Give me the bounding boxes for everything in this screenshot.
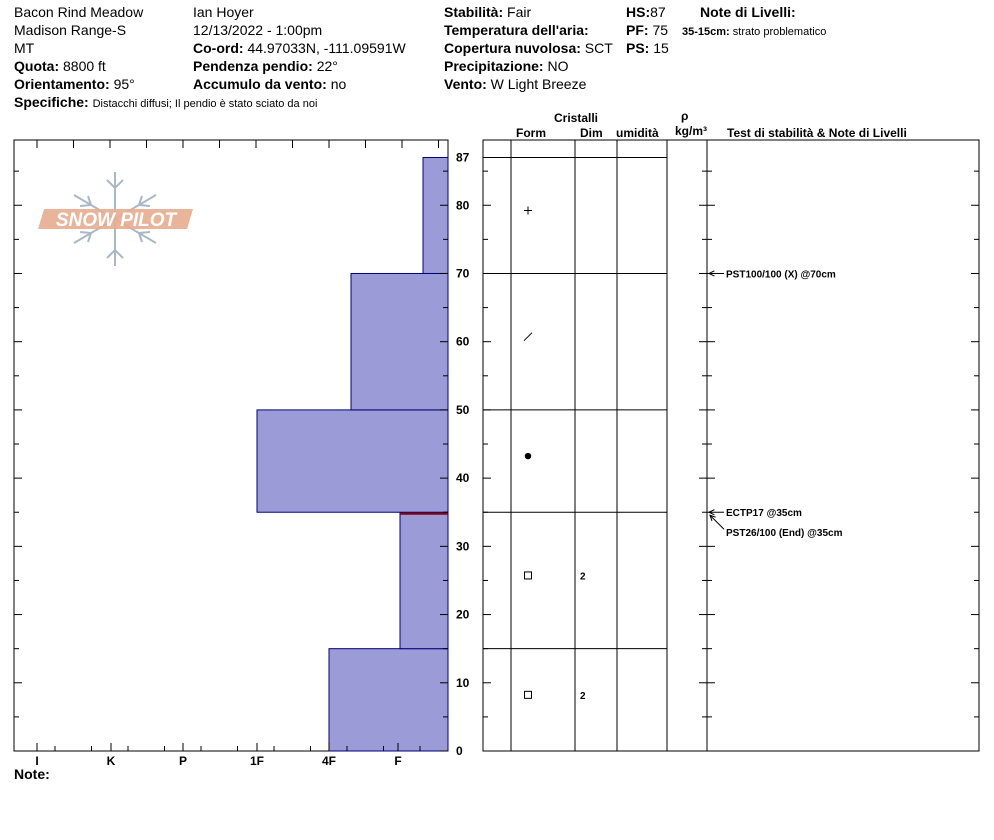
decomposed-particle-icon [524,333,532,341]
y-tick-label: 20 [456,607,470,622]
cloud-label: Copertura nuvolosa: [444,40,581,56]
hardness-bar [257,410,448,512]
crystals-header: Cristalli [554,111,599,125]
wind-load-label: Accumulo da vento: [193,76,327,92]
pf-label: PF: [626,22,649,38]
orient-label: Orientamento: [14,76,110,92]
stability-test-label: PST100/100 (X) @70cm [726,269,836,281]
dim-header: Dim [580,126,603,140]
snowpilot-logo [38,172,193,266]
humidity-header: umidità [616,126,659,140]
y-tick-label: 30 [456,539,470,554]
slope-value: 22° [316,58,338,74]
y-tick-label: 87 [456,150,470,165]
orient-value: 95° [113,76,135,92]
pf-value: 75 [652,22,669,38]
stability-label: Stabilità: [444,4,504,20]
coord-value: 44.97033N, -111.09591W [247,40,406,56]
wind-label: Vento: [444,76,487,92]
observer: Ian Hoyer [193,4,254,20]
rho-header: ρ [681,109,689,123]
hardness-bar [351,273,448,409]
coord-label: Co-ord: [193,40,244,56]
y-tick-label: 70 [456,266,470,281]
ps-label: PS: [626,40,650,56]
location: Bacon Rind Meadow [14,4,144,20]
y-tick-label: 80 [456,198,470,213]
spec-value: Distacchi diffusi; Il pendio è stato sciato da noi [92,98,318,110]
layer-notes-text: strato problematico [732,26,827,38]
layer-table-frame [483,140,979,751]
cloud-value: SCT [584,40,613,56]
y-tick-label: 50 [456,402,470,417]
y-tick-label: 40 [456,471,470,486]
stability-test-label: PST26/100 (End) @35cm [726,528,843,540]
faceted-crystal-icon [525,691,532,698]
y-tick-label: 60 [456,334,470,349]
x-tick-label: F [394,754,402,768]
air-temp-label: Temperatura dell'aria: [444,22,589,38]
stability-test-label: ECTP17 @35cm [726,508,802,520]
precip-label: Precipitazione: [444,58,544,74]
faceted-crystal-icon [525,572,532,579]
footer-note: Note: [14,766,50,782]
precip-value: NO [547,58,569,74]
slope-label: Pendenza pendio: [193,58,313,74]
y-tick-label: 10 [456,675,470,690]
range: Madison Range-S [14,22,127,38]
state: MT [14,40,35,56]
hardness-bar [329,649,448,751]
quota-label: Quota: [14,58,60,74]
density-unit-header: kg/m³ [675,124,708,138]
hardness-bar [400,512,448,648]
hardness-bar [423,158,448,274]
spec-label: Specifiche: [14,94,89,110]
x-tick-label: 4F [321,754,337,768]
grain-size-label: 2 [580,571,586,583]
x-tick-label: K [106,754,116,768]
logo-text: SNOW PILOT [55,210,177,231]
hs-value: 87 [650,4,666,20]
y-tick-label: 0 [456,744,463,758]
layer-notes-title: Note di Livelli: [700,4,796,20]
grain-size-label: 2 [580,690,586,702]
x-tick-label: P [178,754,188,768]
wind-load-value: no [330,76,347,92]
x-tick-label: I [35,754,39,768]
stability-header: Test di stabilità & Note di Livelli [727,126,907,140]
rounded-grain-icon [525,453,531,459]
datetime: 12/13/2022 - 1:00pm [193,22,323,38]
layer-notes-depth: 35-15cm: [682,26,730,38]
quota-value: 8800 ft [63,58,106,74]
hs-label: HS: [626,4,651,20]
annotation-arrow [710,515,724,529]
form-header: Form [516,126,546,140]
x-tick-label: 1F [249,754,265,768]
wind-value: W Light Breeze [490,76,587,92]
ps-value: 15 [653,40,669,56]
stability-value: Fair [507,4,532,20]
